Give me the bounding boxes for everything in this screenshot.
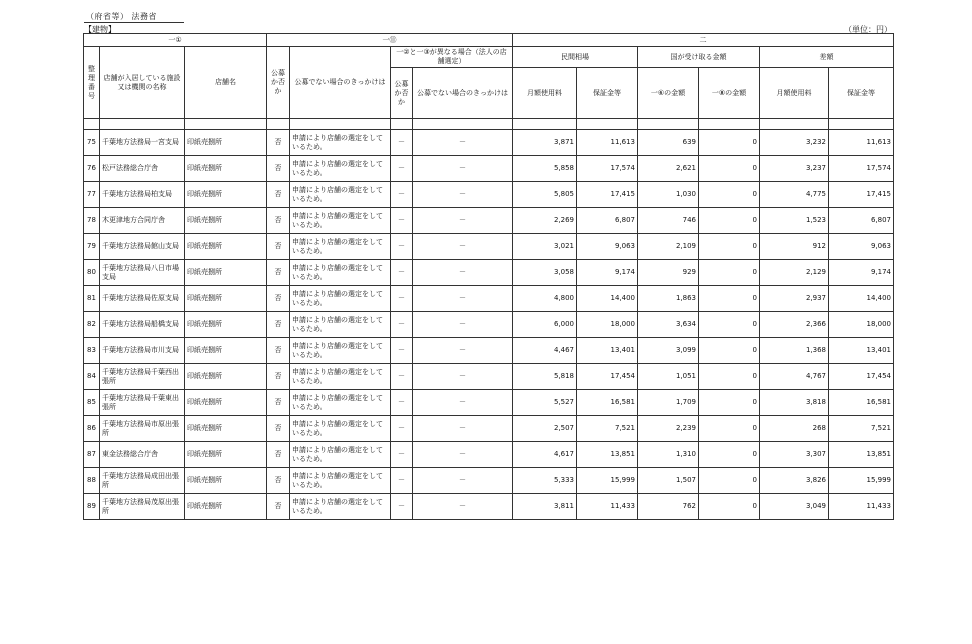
amount-8: 0: [699, 416, 760, 442]
deposit: 6,807: [577, 208, 638, 234]
shop-header: 店舗名: [185, 47, 267, 119]
monthly-fee: 2,269: [513, 208, 577, 234]
diff-monthly: 4,767: [760, 364, 829, 390]
shop-name: 印紙売捌所: [185, 182, 267, 208]
amount-8: 0: [699, 260, 760, 286]
table-row: [84, 494, 894, 520]
diff-deposit: 17,454: [829, 364, 894, 390]
shop-name: 印紙売捌所: [185, 442, 267, 468]
category-label: 【建物】: [84, 25, 116, 34]
monthly-fee: 5,818: [513, 364, 577, 390]
non-open-reason-2: －: [413, 286, 513, 312]
amount-6: 1,030: [638, 182, 699, 208]
amount-6: 639: [638, 130, 699, 156]
table-row: [84, 468, 894, 494]
gov-receive-header: 国が受け取る金額: [638, 47, 760, 68]
diff-deposit: 11,613: [829, 130, 894, 156]
open-bid-value: 否: [267, 442, 290, 468]
non-open-reason-2: －: [413, 442, 513, 468]
shop-name: 印紙売捌所: [185, 494, 267, 520]
facility-name: 千葉地方法務局市原出張所: [100, 416, 185, 442]
amount-8: 0: [699, 442, 760, 468]
amount-6: 1,310: [638, 442, 699, 468]
open-bid-value: 否: [267, 338, 290, 364]
non-open-reason-2-header: 公募でない場合のきっかけは: [413, 68, 513, 119]
open-bid-header: 公募か否か: [267, 47, 290, 119]
deposit: 11,613: [577, 130, 638, 156]
group-2-3-header: 一②と一③が異なる場合（法人の店舗選定）: [391, 47, 513, 68]
group-ni-header: 二: [513, 34, 894, 47]
non-open-reason: 申請により店舗の選定をしているため。: [290, 390, 391, 416]
diff-monthly: 1,523: [760, 208, 829, 234]
amount-8: 0: [699, 468, 760, 494]
open-bid-2-value: －: [391, 234, 413, 260]
unit-label: （単位：円）: [844, 25, 892, 34]
non-open-reason: 申請により店舗の選定をしているため。: [290, 234, 391, 260]
open-bid-value: 否: [267, 468, 290, 494]
open-bid-value: 否: [267, 234, 290, 260]
open-bid-2-header: 公募か否か: [391, 68, 413, 119]
row-number: 76: [84, 156, 100, 182]
row-number: 78: [84, 208, 100, 234]
non-open-reason-header: 公募でない場合のきっかけは: [290, 47, 391, 119]
non-open-reason-2: －: [413, 364, 513, 390]
facility-header: 店舗が入居している施設又は機関の名称: [100, 47, 185, 119]
shop-name: 印紙売捌所: [185, 416, 267, 442]
monthly-fee: 2,507: [513, 416, 577, 442]
open-bid-2-value: －: [391, 312, 413, 338]
row-number: 81: [84, 286, 100, 312]
facility-name: 千葉地方法務局佐原支局: [100, 286, 185, 312]
open-bid-2-value: －: [391, 494, 413, 520]
amount-6: 2,109: [638, 234, 699, 260]
row-number: 80: [84, 260, 100, 286]
diff-deposit: 9,174: [829, 260, 894, 286]
open-bid-value: 否: [267, 182, 290, 208]
amount-8: 0: [699, 390, 760, 416]
non-open-reason: 申請により店舗の選定をしているため。: [290, 208, 391, 234]
amount-6: 1,709: [638, 390, 699, 416]
facility-name: 千葉地方法務局千葉西出張所: [100, 364, 185, 390]
facility-name: 千葉地方法務局成田出張所: [100, 468, 185, 494]
diff-deposit: 7,521: [829, 416, 894, 442]
amount-6: 929: [638, 260, 699, 286]
non-open-reason: 申請により店舗の選定をしているため。: [290, 494, 391, 520]
non-open-reason-2: －: [413, 208, 513, 234]
table-row: [84, 364, 894, 390]
table-row: [84, 312, 894, 338]
facility-name: 木更津地方合同庁舎: [100, 208, 185, 234]
row-number: 84: [84, 364, 100, 390]
amount-6: 746: [638, 208, 699, 234]
deposit: 16,581: [577, 390, 638, 416]
diff-monthly: 912: [760, 234, 829, 260]
amount-8: 0: [699, 286, 760, 312]
amount-6: 3,099: [638, 338, 699, 364]
deposit: 11,433: [577, 494, 638, 520]
row-number: 85: [84, 390, 100, 416]
diff-deposit: 9,063: [829, 234, 894, 260]
open-bid-2-value: －: [391, 260, 413, 286]
deposit: 13,851: [577, 442, 638, 468]
deposit: 17,415: [577, 182, 638, 208]
facility-name: 千葉地方法務局市川支局: [100, 338, 185, 364]
table-row: [84, 338, 894, 364]
amount-6: 2,239: [638, 416, 699, 442]
amount-6: 762: [638, 494, 699, 520]
non-open-reason: 申請により店舗の選定をしているため。: [290, 338, 391, 364]
row-number: 82: [84, 312, 100, 338]
non-open-reason: 申請により店舗の選定をしているため。: [290, 260, 391, 286]
row-number: 86: [84, 416, 100, 442]
row-number: 88: [84, 468, 100, 494]
diff-monthly: 2,366: [760, 312, 829, 338]
diff-monthly: 3,237: [760, 156, 829, 182]
non-open-reason-2: －: [413, 312, 513, 338]
shop-name: 印紙売捌所: [185, 312, 267, 338]
table-row: [84, 130, 894, 156]
open-bid-2-value: －: [391, 286, 413, 312]
table-row: [84, 416, 894, 442]
non-open-reason-2: －: [413, 234, 513, 260]
deposit: 13,401: [577, 338, 638, 364]
deposit: 18,000: [577, 312, 638, 338]
diff-monthly: 2,937: [760, 286, 829, 312]
diff-deposit: 18,000: [829, 312, 894, 338]
amount-8: 0: [699, 156, 760, 182]
row-number: 89: [84, 494, 100, 520]
monthly-fee: 4,800: [513, 286, 577, 312]
open-bid-2-value: －: [391, 390, 413, 416]
shop-name: 印紙売捌所: [185, 208, 267, 234]
non-open-reason-2: －: [413, 130, 513, 156]
ministry-label: （府省等） 法務省: [86, 12, 158, 21]
shop-name: 印紙売捌所: [185, 390, 267, 416]
table-row: [84, 260, 894, 286]
open-bid-value: 否: [267, 312, 290, 338]
non-open-reason-2: －: [413, 260, 513, 286]
facility-name: 千葉地方法務局一宮支局: [100, 130, 185, 156]
amount-6: 2,621: [638, 156, 699, 182]
amount-8-header: 一⑧の金額: [699, 68, 760, 119]
diff-monthly: 3,049: [760, 494, 829, 520]
non-open-reason: 申請により店舗の選定をしているため。: [290, 416, 391, 442]
amount-6: 1,507: [638, 468, 699, 494]
shop-name: 印紙売捌所: [185, 260, 267, 286]
table-row: [84, 390, 894, 416]
shop-name: 印紙売捌所: [185, 234, 267, 260]
diff-deposit: 16,581: [829, 390, 894, 416]
amount-6-header: 一⑥の金額: [638, 68, 699, 119]
facility-name: 千葉地方法務局館山支局: [100, 234, 185, 260]
diff-monthly: 268: [760, 416, 829, 442]
deposit: 17,574: [577, 156, 638, 182]
amount-8: 0: [699, 338, 760, 364]
diff-monthly: 3,232: [760, 130, 829, 156]
diff-monthly: 2,129: [760, 260, 829, 286]
open-bid-2-value: －: [391, 208, 413, 234]
monthly-fee: 6,000: [513, 312, 577, 338]
row-number: 77: [84, 182, 100, 208]
shop-name: 印紙売捌所: [185, 364, 267, 390]
num-header: 整理番号: [84, 47, 100, 119]
diff-monthly: 4,775: [760, 182, 829, 208]
group-1-header: 一①: [84, 34, 267, 47]
table-row: [84, 442, 894, 468]
facility-name: 千葉地方法務局船橋支局: [100, 312, 185, 338]
open-bid-value: 否: [267, 208, 290, 234]
diff-deposit: 13,851: [829, 442, 894, 468]
shop-name: 印紙売捌所: [185, 468, 267, 494]
amount-8: 0: [699, 208, 760, 234]
deposit: 9,174: [577, 260, 638, 286]
open-bid-2-value: －: [391, 416, 413, 442]
open-bid-2-value: －: [391, 442, 413, 468]
amount-8: 0: [699, 130, 760, 156]
amount-6: 3,634: [638, 312, 699, 338]
monthly-fee: 3,871: [513, 130, 577, 156]
group-11-header: 一⑪: [267, 34, 513, 47]
diff-monthly: 1,368: [760, 338, 829, 364]
diff-monthly: 3,818: [760, 390, 829, 416]
diff-deposit: 14,400: [829, 286, 894, 312]
facility-name: 松戸法務総合庁舎: [100, 156, 185, 182]
deposit: 14,400: [577, 286, 638, 312]
non-open-reason: 申請により店舗の選定をしているため。: [290, 468, 391, 494]
facility-name: 東金法務総合庁舎: [100, 442, 185, 468]
market-rent-header: 民間相場: [513, 47, 638, 68]
spacer-row: [84, 119, 894, 130]
facility-name: 千葉地方法務局柏支局: [100, 182, 185, 208]
open-bid-2-value: －: [391, 468, 413, 494]
amount-6: 1,051: [638, 364, 699, 390]
open-bid-value: 否: [267, 390, 290, 416]
open-bid-2-value: －: [391, 130, 413, 156]
monthly-fee: 4,467: [513, 338, 577, 364]
deposit: 15,999: [577, 468, 638, 494]
non-open-reason: 申請により店舗の選定をしているため。: [290, 312, 391, 338]
monthly-fee: 5,805: [513, 182, 577, 208]
diff-deposit: 17,415: [829, 182, 894, 208]
diff-monthly: 3,826: [760, 468, 829, 494]
facility-name: 千葉地方法務局茂原出張所: [100, 494, 185, 520]
non-open-reason-2: －: [413, 468, 513, 494]
row-number: 83: [84, 338, 100, 364]
row-number: 87: [84, 442, 100, 468]
non-open-reason: 申請により店舗の選定をしているため。: [290, 442, 391, 468]
non-open-reason: 申請により店舗の選定をしているため。: [290, 130, 391, 156]
amount-6: 1,863: [638, 286, 699, 312]
non-open-reason-2: －: [413, 416, 513, 442]
non-open-reason-2: －: [413, 156, 513, 182]
open-bid-value: 否: [267, 416, 290, 442]
facility-name: 千葉地方法務局千葉東出張所: [100, 390, 185, 416]
row-number: 79: [84, 234, 100, 260]
table-row: [84, 182, 894, 208]
shop-name: 印紙売捌所: [185, 338, 267, 364]
open-bid-value: 否: [267, 364, 290, 390]
table-row: [84, 234, 894, 260]
non-open-reason-2: －: [413, 390, 513, 416]
table-row: [84, 286, 894, 312]
shop-name: 印紙売捌所: [185, 286, 267, 312]
open-bid-2-value: －: [391, 182, 413, 208]
monthly-fee: 5,858: [513, 156, 577, 182]
open-bid-value: 否: [267, 286, 290, 312]
amount-8: 0: [699, 234, 760, 260]
amount-8: 0: [699, 364, 760, 390]
monthly-fee-header: 月額使用料: [513, 68, 577, 119]
open-bid-value: 否: [267, 260, 290, 286]
diff-deposit: 11,433: [829, 494, 894, 520]
shop-name: 印紙売捌所: [185, 130, 267, 156]
non-open-reason: 申請により店舗の選定をしているため。: [290, 286, 391, 312]
non-open-reason-2: －: [413, 494, 513, 520]
monthly-fee: 3,811: [513, 494, 577, 520]
amount-8: 0: [699, 312, 760, 338]
deposit-header: 保証金等: [577, 68, 638, 119]
amount-8: 0: [699, 182, 760, 208]
open-bid-value: 否: [267, 156, 290, 182]
deposit: 9,063: [577, 234, 638, 260]
diff-deposit: 17,574: [829, 156, 894, 182]
non-open-reason: 申請により店舗の選定をしているため。: [290, 156, 391, 182]
monthly-fee: 3,021: [513, 234, 577, 260]
non-open-reason: 申請により店舗の選定をしているため。: [290, 182, 391, 208]
diff-monthly: 3,307: [760, 442, 829, 468]
diff-monthly-header: 月額使用料: [760, 68, 829, 119]
diff-deposit: 6,807: [829, 208, 894, 234]
deposit: 17,454: [577, 364, 638, 390]
diff-deposit: 13,401: [829, 338, 894, 364]
difference-header: 差額: [760, 47, 894, 68]
facility-name: 千葉地方法務局八日市場支局: [100, 260, 185, 286]
monthly-fee: 5,333: [513, 468, 577, 494]
open-bid-2-value: －: [391, 364, 413, 390]
rent-table: [83, 33, 894, 520]
row-number: 75: [84, 130, 100, 156]
open-bid-value: 否: [267, 494, 290, 520]
deposit: 7,521: [577, 416, 638, 442]
monthly-fee: 5,527: [513, 390, 577, 416]
non-open-reason-2: －: [413, 182, 513, 208]
diff-deposit-header: 保証金等: [829, 68, 894, 119]
monthly-fee: 3,058: [513, 260, 577, 286]
table-row: [84, 156, 894, 182]
shop-name: 印紙売捌所: [185, 156, 267, 182]
non-open-reason-2: －: [413, 338, 513, 364]
amount-8: 0: [699, 494, 760, 520]
table-row: [84, 208, 894, 234]
ministry-underline: [84, 22, 184, 23]
open-bid-2-value: －: [391, 156, 413, 182]
open-bid-value: 否: [267, 130, 290, 156]
diff-deposit: 15,999: [829, 468, 894, 494]
monthly-fee: 4,617: [513, 442, 577, 468]
non-open-reason: 申請により店舗の選定をしているため。: [290, 364, 391, 390]
open-bid-2-value: －: [391, 338, 413, 364]
